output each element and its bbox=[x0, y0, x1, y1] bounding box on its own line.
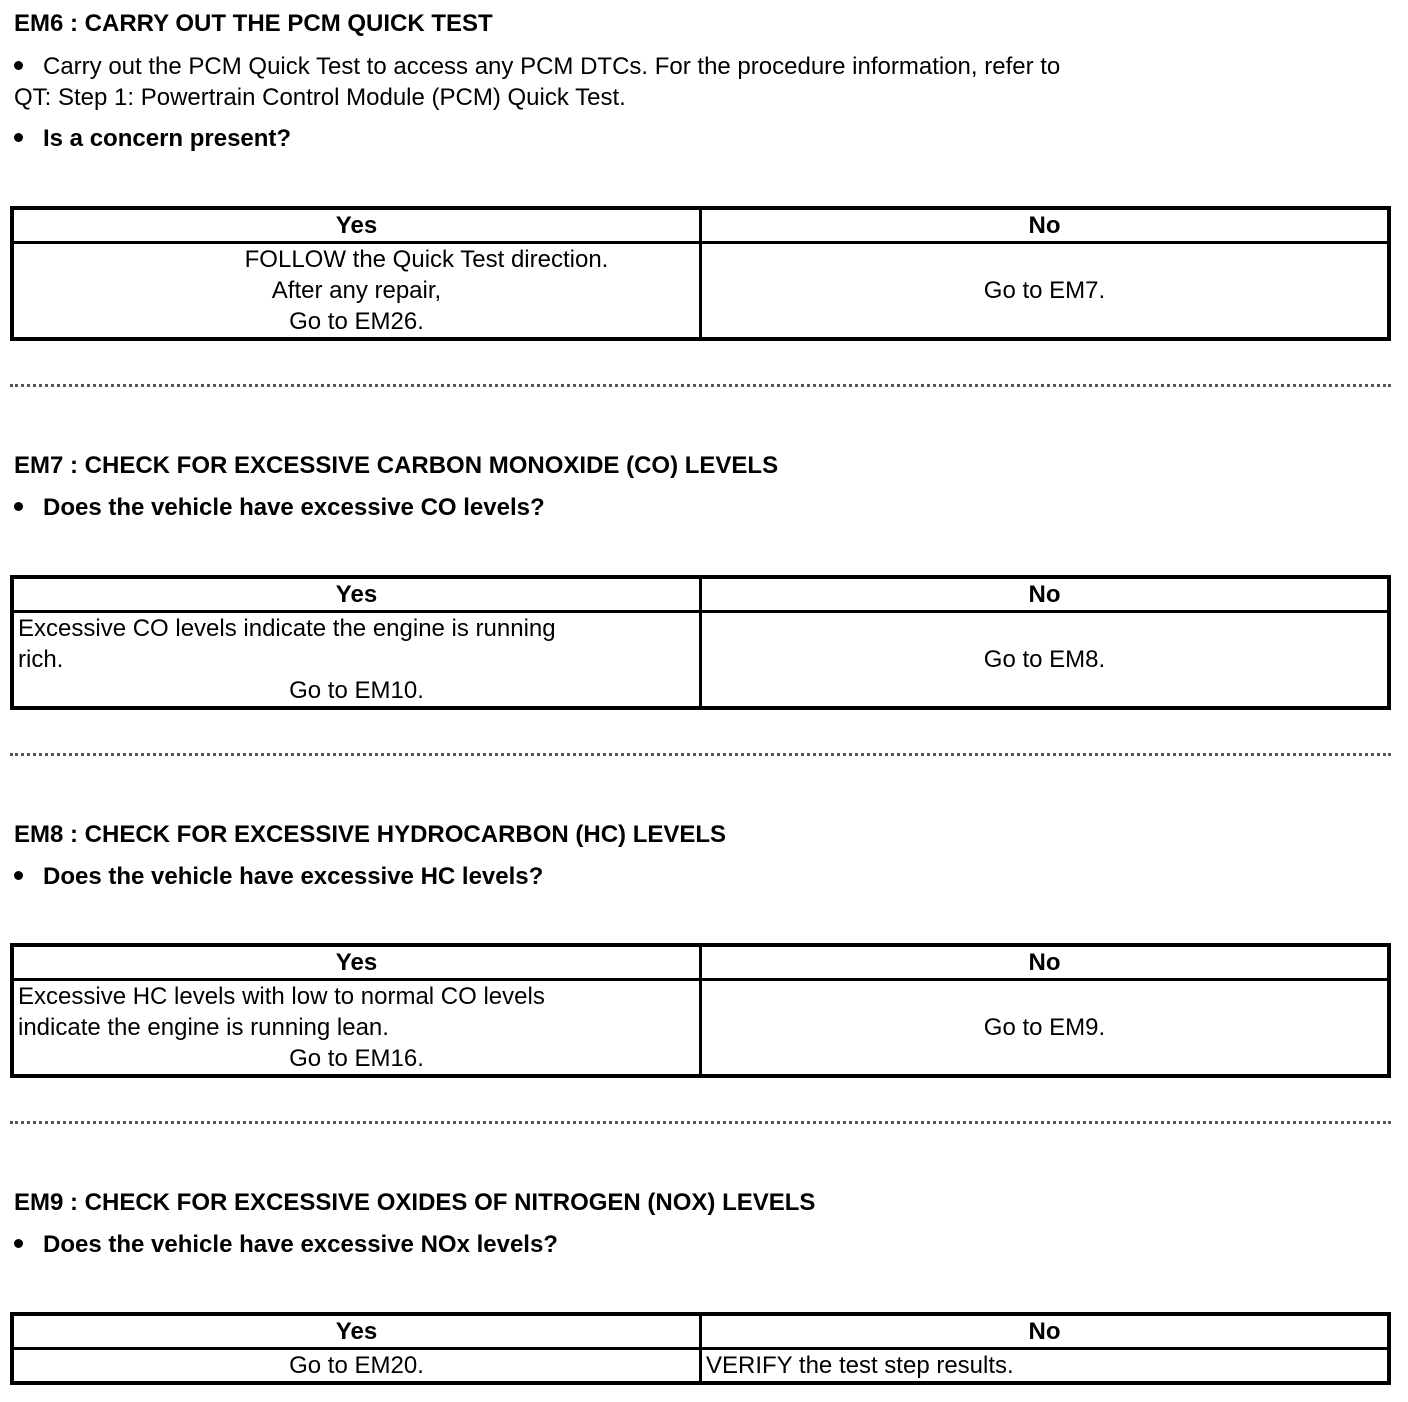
em9-yes-header: Yes bbox=[12, 1314, 701, 1349]
em8-question bbox=[14, 861, 1314, 892]
em7-no-header: No bbox=[701, 577, 1390, 612]
em6-yes-line2: After any repair, bbox=[271, 277, 442, 304]
em6-yes-line1: FOLLOW the Quick Test direction. bbox=[244, 246, 609, 273]
em6-no-cell: Go to EM7. bbox=[701, 243, 1390, 340]
bullet-icon bbox=[14, 502, 23, 511]
em7-question-text: Does the vehicle have excessive CO levels? bbox=[43, 494, 545, 521]
em8-question-text: Does the vehicle have excessive HC levels? bbox=[43, 863, 544, 890]
em6-yes-header: Yes bbox=[12, 208, 701, 243]
em8-yes-line2: indicate the engine is running lean. bbox=[18, 1014, 389, 1041]
em6-instruction bbox=[14, 51, 1314, 113]
em6-yes-cell bbox=[12, 243, 701, 340]
em6-yes-line3: Go to EM26. bbox=[289, 308, 424, 335]
em8-heading: EM8 : CHECK FOR EXCESSIVE HYDROCARBON (HC) LEVELS bbox=[14, 821, 727, 848]
bullet-icon bbox=[14, 133, 23, 142]
bullet-icon bbox=[14, 1239, 23, 1248]
em8-yes-cell bbox=[12, 980, 701, 1077]
em6-instruction-line1: Carry out the PCM Quick Test to access any PCM DTCs. For the procedure information, refer to bbox=[43, 53, 1061, 80]
em8-yes-line1: Excessive HC levels with low to normal CO levels bbox=[18, 983, 545, 1010]
em6-no-header: No bbox=[701, 208, 1390, 243]
em7-yes-line2: rich. bbox=[18, 646, 64, 673]
em7-yes-header: Yes bbox=[12, 577, 701, 612]
section-divider bbox=[10, 753, 1391, 756]
em8-no-header: No bbox=[701, 945, 1390, 980]
em9-result-table bbox=[10, 1312, 1391, 1385]
em7-yes-line1: Excessive CO levels indicate the engine is running bbox=[18, 615, 556, 642]
em7-yes-cell bbox=[12, 612, 701, 709]
em8-yes-line3: Go to EM16. bbox=[289, 1045, 424, 1072]
section-divider bbox=[10, 1121, 1391, 1124]
em6-result-table bbox=[10, 206, 1391, 341]
em6-question bbox=[14, 123, 1314, 154]
em6-heading: EM6 : CARRY OUT THE PCM QUICK TEST bbox=[14, 10, 493, 37]
em7-no-cell: Go to EM8. bbox=[701, 612, 1390, 709]
em7-heading: EM7 : CHECK FOR EXCESSIVE CARBON MONOXIDE (CO) LEVELS bbox=[14, 452, 779, 479]
bullet-icon bbox=[14, 871, 23, 880]
em8-yes-header: Yes bbox=[12, 945, 701, 980]
em6-instruction-line2: QT: Step 1: Powertrain Control Module (PCM) Quick Test. bbox=[14, 84, 626, 111]
em9-heading: EM9 : CHECK FOR EXCESSIVE OXIDES OF NITROGEN (NOX) LEVELS bbox=[14, 1189, 816, 1216]
em7-yes-line3: Go to EM10. bbox=[289, 677, 424, 704]
em6-question-text: Is a concern present? bbox=[43, 125, 292, 152]
em9-no-header: No bbox=[701, 1314, 1390, 1349]
em9-yes-cell: Go to EM20. bbox=[12, 1349, 701, 1384]
em9-question-text: Does the vehicle have excessive NOx levels? bbox=[43, 1231, 558, 1258]
em8-no-cell: Go to EM9. bbox=[701, 980, 1390, 1077]
em9-question bbox=[14, 1229, 1314, 1260]
em7-question bbox=[14, 492, 1314, 523]
bullet-icon bbox=[14, 61, 23, 70]
section-divider bbox=[10, 384, 1391, 387]
em7-result-table bbox=[10, 575, 1391, 710]
em9-no-cell: VERIFY the test step results. bbox=[701, 1349, 1390, 1384]
em8-result-table bbox=[10, 943, 1391, 1078]
